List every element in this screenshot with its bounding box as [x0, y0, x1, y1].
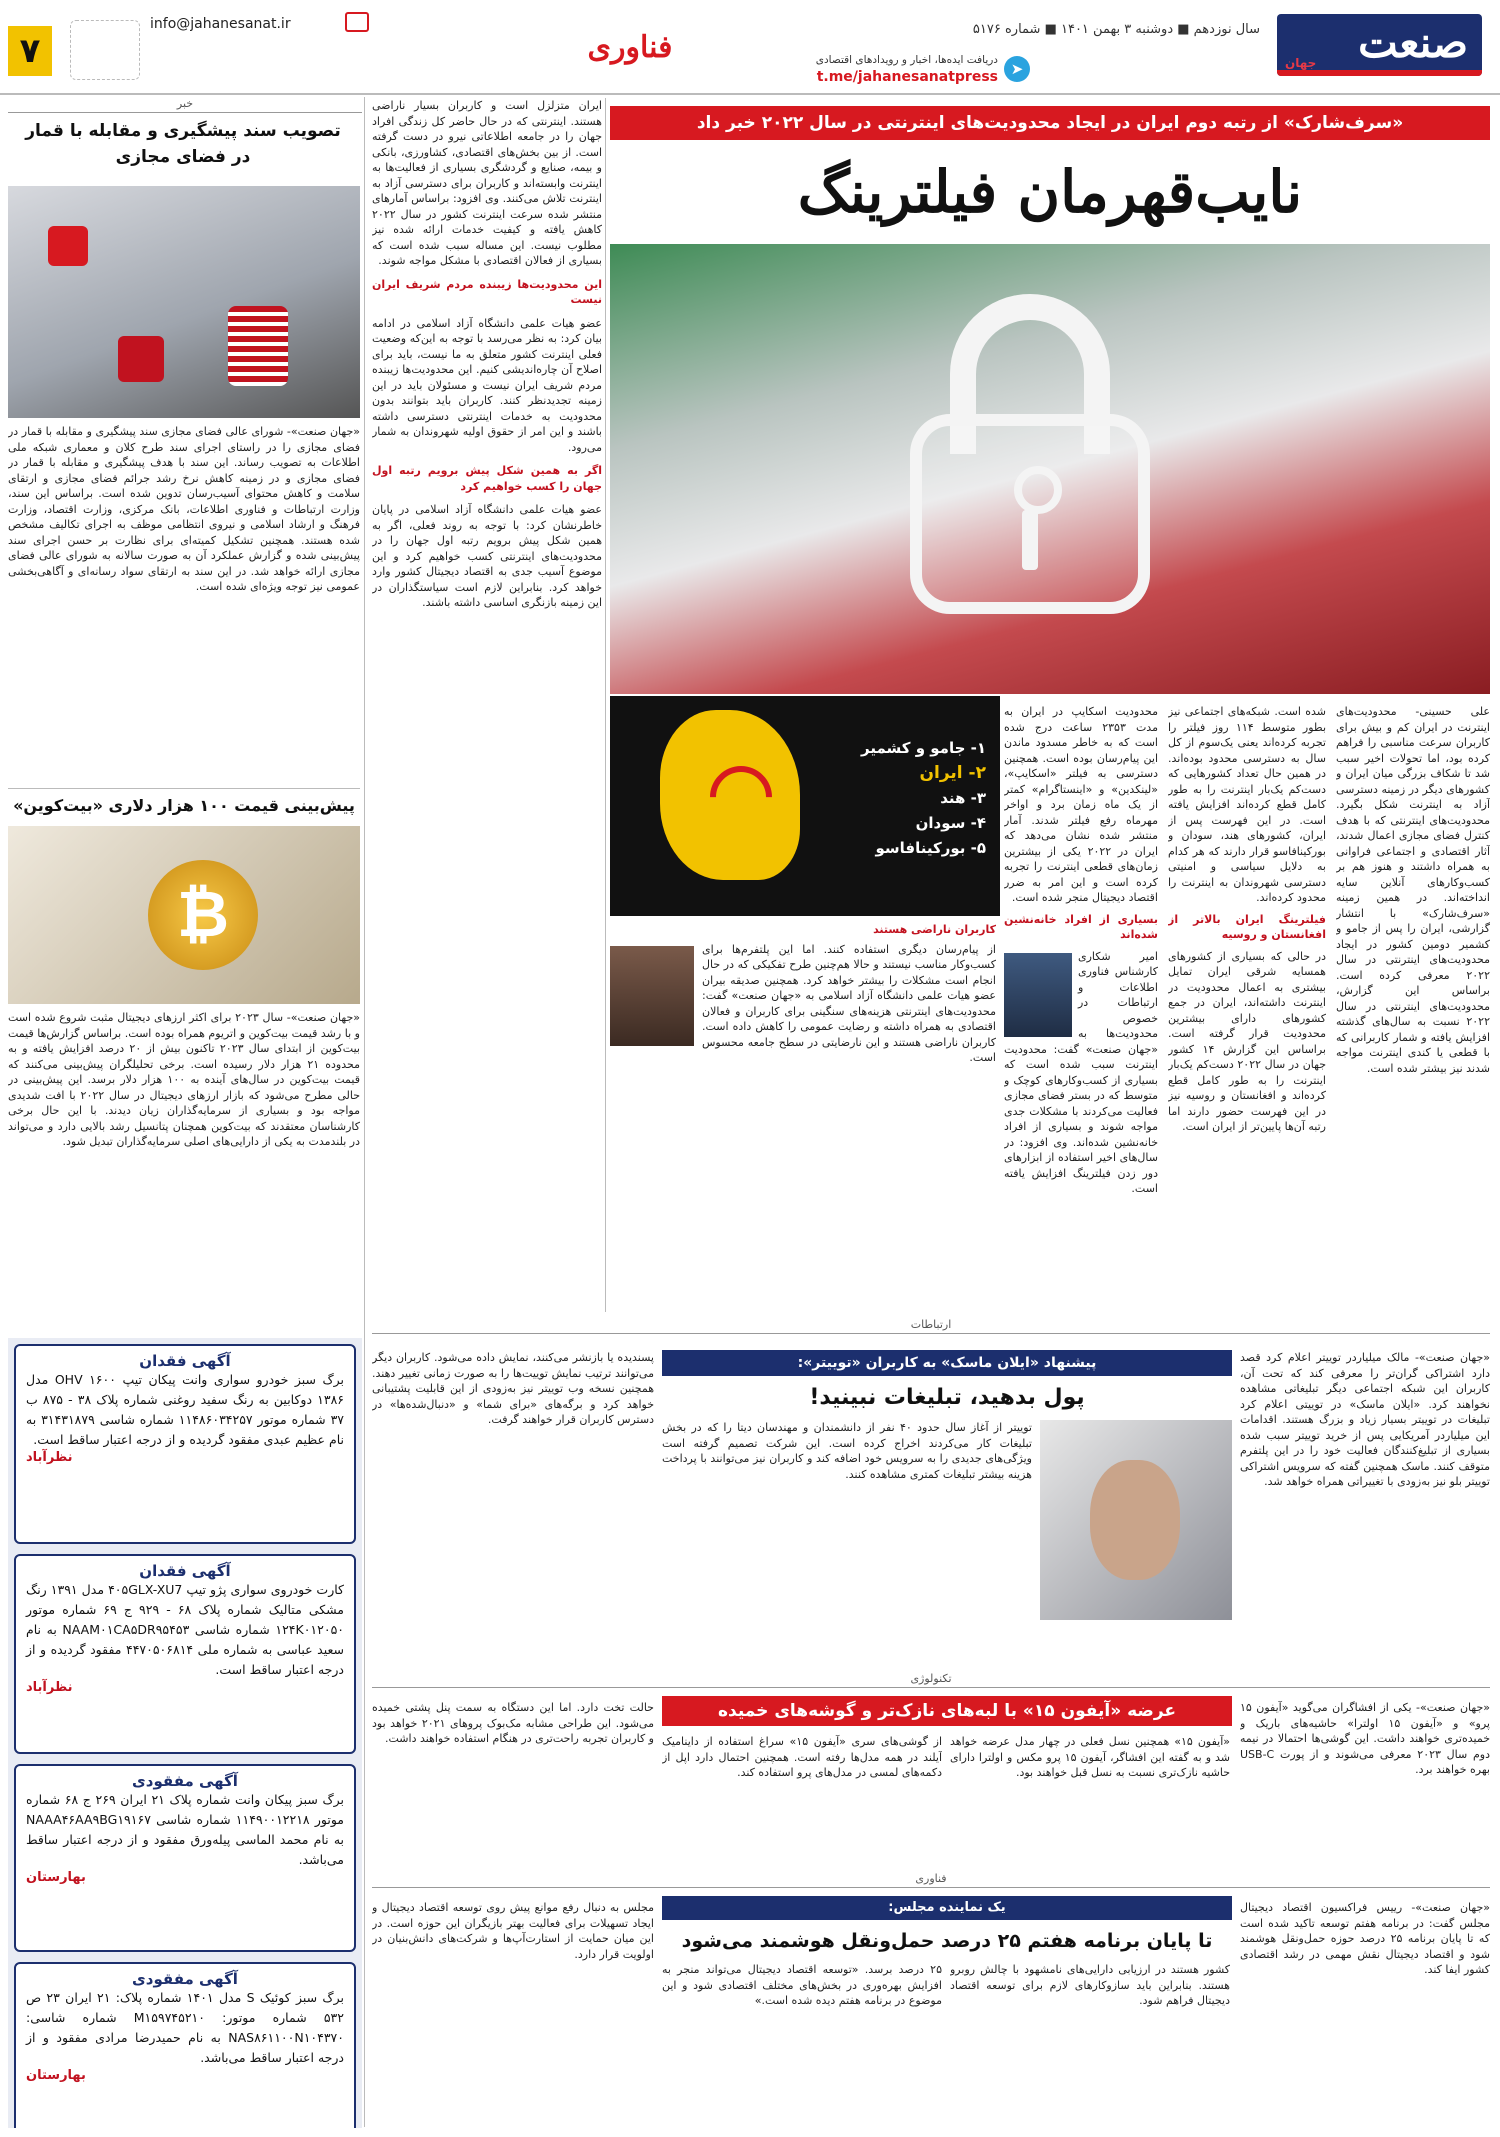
ad-title: آگهی فقدان: [139, 1562, 231, 1580]
rank-item: ۵- بورکینافاسو: [875, 839, 986, 857]
sidebar-story2-body: «جهان صنعت»- سال ۲۰۲۳ برای اکثر ارزهای دیجیتال مثبت شروع شده است و با رشد قیمت بیت‌کوین و اتریوم همراه بوده است. براساس گزارش‌ها قیمت بیت‌کوین از ابتدای سال ۲۰۲۳ تاکنون بیش از ۲۰ درصد افزایش یافته و به محدوده ۲۱ هزار دلار رسیده است. برخی تحلیلگران پیش‌بینی می‌کنند که قیمت بیت‌کوین در سال‌های آینده به ۱۰۰ هزار دلار برسد. این پیش‌بینی در حالی مطرح می‌شود که بازار ارزهای دیجیتال در سال ۲۰۲۲ با افت شدیدی مواجه بود و بسیاری از سرمایه‌گذاران زیان دیدند. با این حال برخی کارشناسان معتقدند که بیت‌کوین همچنان پتانسیل رشد بالایی دارد و می‌تواند در بلندمدت به یکی از دارایی‌های اصلی سرمایه‌گذاران تبدیل شود.: [8, 1011, 360, 1148]
lead-subhead-3: کاربران ناراضی هستند: [873, 923, 996, 936]
ad-city: نظرآباد: [26, 1450, 73, 1465]
rank-item: ۴- سودان: [915, 814, 986, 832]
lead-subhead-4: این محدودیت‌ها زیبنده مردم شریف ایران نیست: [372, 277, 602, 306]
section-title: فناوری: [587, 30, 673, 65]
page-number: ۷: [8, 26, 52, 76]
ads-column: [8, 1338, 362, 2128]
digital-col1: «جهان صنعت»- رییس فراکسیون اقتصاد دیجیتال مجلس گفت: در برنامه هفتم توسعه تاکید شده است که تا پایان برنامه ۲۵ درصد حوزه حمل‌ونقل هوشمند شود و اقتصاد دیجیتال نقش مهمی در رشد اقتصادی کشور ایفا کند.: [1240, 1901, 1490, 1976]
iphone-section-label: تکنولوژی: [372, 1672, 1490, 1688]
ad-box-1: [14, 1344, 356, 1544]
bitcoin-coin-icon: ₿: [148, 860, 258, 970]
lead-subhead-1: فیلترینگ ایران بالاتر از افغانستان و روسیه: [1168, 912, 1326, 941]
ad-title: آگهی مفقودی: [132, 1970, 238, 1988]
iphone-col4: حالت تخت دارد. اما این دستگاه به سمت پنل پشتی خمیده می‌شود. این طراحی مشابه مک‌بوک پروهای ۲۰۲۱ خواهد بود و کاربران تجربه راحت‌تری در هنگام استفاده خواهند داشت.: [372, 1701, 654, 1745]
telegram-icon: ➤: [1004, 56, 1030, 82]
ad-body: برگ سبز پیکان وانت شماره پلاک ۲۱ ایران ۲۶۹ ج ۶۸ شماره موتور ۱۱۴۹۰۰۱۲۲۱۸ شماره شاسی NAAA۴۶AA۹BG۱۹۱۶۷ به نام محمد الماسی پیله‌ورق مفقود و از درجه اعتبار ساقط می‌باشد.: [26, 1792, 345, 1867]
ad-title: آگهی فقدان: [139, 1352, 231, 1370]
rank-item: ۱- جامو و کشمیر: [860, 739, 986, 757]
masthead-rule: [0, 93, 1500, 95]
digital-kicker: یک نماینده مجلس:: [662, 1896, 1232, 1920]
lead-col4: [610, 922, 996, 1312]
lead-col3-text: محدودیت اسکایپ در ایران به مدت ۲۳۵۳ ساعت درج شده است که به خاطر مسدود ماندن این پیام‌رسان بوده است. همچنین دسترسی به فیلتر «اسکایپ»، «لینکدین» و «اینستاگرام» کمتر از یک ماه زمان برد و اواخر مهرماه رفع فیلتر شدند. آمار منتشر شده نشان می‌دهد که ایران در ۲۰۲۲ یکی از بیشترین زمان‌های قطعی اینترنت را تجربه کرده است و این امر به ضرر اقتصاد دیجیتال منجر شده است.: [1004, 705, 1158, 904]
portrait-academic-photo: [610, 946, 694, 1046]
logo-red-stripe: [1277, 70, 1482, 76]
sidebar-divider: [8, 788, 360, 789]
digital-section-label: فناوری: [372, 1872, 1490, 1888]
ad-box-3: [14, 1764, 356, 1952]
ranking-list: [826, 736, 986, 861]
lead-kicker: «سرف‌شارک» از رتبه دوم ایران در ایجاد محدودیت‌های اینترنتی در سال ۲۰۲۲ خبر داد: [610, 106, 1490, 140]
padlock-icon: [910, 414, 1150, 614]
ad-body: کارت خودروی سواری پژو تیپ ۴۰۵GLX-XU7 مدل ۱۳۹۱ رنگ مشکی متالیک شماره پلاک ۶۸ - ۹۲۹ ج ۶۹ شماره موتور ۱۲۴K۰۱۲۰۵۰ شماره شاسی NAAM۰۱CA۵DR۹۵۴۵۳ به نام سعید عباسی به شماره ملی ۴۴۷۰۵۰۶۸۱۴ مفقود گردیده و از درجه اعتبار ساقط است.: [26, 1582, 345, 1677]
email-icon: [345, 12, 369, 32]
musk-col2: توییتر از آغاز سال حدود ۴۰ نفر از دانشمندان و مهندسان دیتا را که در بخش تبلیغات کار می‌کردند اخراج کرده است. این شرکت تصمیم گرفته است ویژگی‌های جدیدی را به سرویس خود اضافه کند و کاربران نیز می‌توانند با پرداخت هزینه بیشتر تبلیغات کمتری مشاهده کنند.: [662, 1421, 1032, 1481]
iphone-title: عرضه «آیفون ۱۵» با لبه‌های نازک‌تر و گوشه‌های خمیده: [662, 1696, 1232, 1726]
lead-subhead-5: اگر به همین شکل پیش برویم رتبه اول جهان را کسب خواهیم کرد: [372, 464, 602, 493]
digital-col3: ۲۵ درصد برسد. «توسعه اقتصاد دیجیتال می‌تواند منجر به افزایش بهره‌وری در بخش‌های مختلف اقتصادی شود و این موضوع در برنامه هفتم دیده شده است.»: [662, 1963, 942, 2007]
masthead-logo: [1277, 14, 1482, 76]
masthead: [0, 0, 1500, 95]
iphone-col1: «جهان صنعت»- یکی از افشاگران می‌گوید «آیفون ۱۵ پرو» و «آیفون ۱۵ اولترا» حاشیه‌های باریک و خمیده‌تری خواهند داشت. این گوشی‌ها احتمالا در نیمه دوم سال ۲۰۲۳ معرفی می‌شوند و از پورت USB-C بهره خواهند برد.: [1240, 1701, 1490, 1776]
lead-col5b-text: عضو هیات علمی دانشگاه آزاد اسلامی در ادامه بیان کرد: به نظر می‌رسد با توجه به این‌که وضعیت فعلی اینترنت کشور متعلق به ما نیست، باید برای اصلاح آن چاره‌اندیشی کنیم. این محدودیت‌ها زیبنده مردم شریف ایران نیست و مسئولان باید در این زمینه تجدیدنظر کنند. کاربران باید بتوانند بدون محدودیت به خدمات اینترنتی دسترسی داشته باشند و این امر از حقوق اولیه شهروندان به شمار می‌رود.: [372, 316, 602, 454]
musk-title: پول بدهید، تبلیغات نبینید!: [809, 1385, 1085, 1410]
email-text[interactable]: info@jahanesanat.ir: [150, 16, 291, 32]
lead-col1: علی حسینی- محدودیت‌های اینترنت در ایران کم و بیش برای کاربران سرعت مناسبی را فراهم کرده بود، اما تحولات اخیر سبب شد تا شکاف بزرگی میان ایران و کشورهای دیگر در زمینه دسترسی آزاد به اینترنت شکل بگیرد. محدودیت‌های اینترنتی که با هدف کنترل فضای مجازی اعمال شدند، آثار اقتصادی و اجتماعی فراوانی به همراه داشتند و هنوز هم بر کسب‌وکارهای آنلاین سایه انداخته‌اند. در همین زمینه «سرف‌شارک» با انتشار گزارشی، ایران را پس از جامو و کشمیر دومین کشور در ایجاد محدودیت‌های اینترنتی در سال ۲۰۲۲ معرفی کرده است. براساس این گزارش، محدودیت‌های اینترنتی در سال ۲۰۲۲ نسبت به سال‌های گذشته افزایش یافته و شمار کاربرانی که با قطعی یا کندی اینترنت مواجه شدند نیز بیشتر شده است.: [1336, 705, 1490, 1075]
keyhole-icon: [1014, 466, 1062, 514]
lead-title: نایب‌قهرمان فیلترینگ: [797, 158, 1303, 226]
bitcoin-image: [8, 826, 360, 1004]
telegram-line: دریافت ایده‌ها، اخبار و رویدادهای اقتصادی: [815, 54, 998, 66]
iphone-col3: از گوشی‌های سری «آیفون ۱۵» سراغ استفاده از داینامیک آیلند در همه مدل‌ها رفته است. همچنین احتمال دارد اپل از دکمه‌های لمسی در مدل‌های پرو استفاده کند.: [662, 1735, 942, 1779]
circuit-icon: [70, 20, 140, 80]
musk-section-label: ارتباطات: [372, 1318, 1490, 1334]
lead-col5a-text: ایران متزلزل است و کاربران بسیار ناراضی هستند. اینترنتی که در حال حاضر کل زندگی افراد جهان را در جامعه اطلاعاتی نیرو در دست گرفته است. از بین بخش‌های اقتصادی، کشاورزی، بانکی و بیمه، صنایع و گردشگری بسیاری از فعالیت‌ها به اینترنت وابسته‌اند و کاربران برای دسترسی آزاد به اینترنت تلاش می‌کنند. وی افزود: براساس آمارهای منتشر شده سرعت اینترنت کشور در سال ۲۰۲۲ کاهش یافته و کیفیت خدمات ارائه شده نیز مطلوب نیست. این مساله سبب شده است که بسیاری از فعالان اقتصادی با مشکل مواجه شوند.: [372, 99, 602, 267]
dice-icon: [118, 336, 164, 382]
iphone-col2: «آیفون ۱۵» همچنین نسل فعلی در چهار مدل عرضه خواهد شد و به گفته این افشاگر، آیفون ۱۵ پرو مکس و اولترا دارای حاشیه نازک‌تری نسبت به نسل قبل خواهند بود.: [950, 1735, 1230, 1779]
ad-body: برگ سبز خودرو سواری وانت پیکان تیپ OHV ۱۶۰۰ مدل ۱۳۸۶ دوکابین به رنگ سفید روغنی شماره پلاک ۳۸ - ۸۷۵ ب ۳۷ شماره موتور ۱۱۴۸۶۰۳۴۲۵۷ شماره شاسی ۳۱۴۳۱۸۷۹ به نام عظیم عبدی مفقود گردیده و از درجه اعتبار ساقط است.: [26, 1372, 345, 1447]
lead-col5c-text: عضو هیات علمی دانشگاه آزاد اسلامی در پایان خاطرنشان کرد: با توجه به روند فعلی، اگر به همین شکل پیش برویم رتبه اول جهان را در محدودیت‌های اینترنتی کسب خواهیم کرد و این موضوع آسیب جدی به اقتصاد دیجیتال کشور وارد خواهد کرد. بنابراین لازم است سیاستگذاران در این زمینه بازنگری اساسی داشته باشند.: [372, 503, 602, 609]
musk-kicker: پیشنهاد «ایلان ماسک» به کاربران «توییتر»:: [662, 1350, 1232, 1376]
musk-col3: پسندیده یا بازنشر می‌کنند، نمایش داده می‌شود. کاربران دیگر می‌توانند ترتیب نمایش توییت‌ها را به صورت زمانی تغییر دهند. همچنین نسخه وب توییتر نیز به‌زودی از این قابلیت پشتیبانی خواهد کرد و برگه‌های «برای شما» و «دنبال‌شده‌ها» در دسترس کاربران قرار خواهند گرفت.: [372, 1351, 654, 1426]
musk-photo: [1040, 1420, 1232, 1620]
ad-title: آگهی مفقودی: [132, 1772, 238, 1790]
face-shape: [1090, 1460, 1180, 1580]
sidebar-story1-body: «جهان صنعت»- شورای عالی فضای مجازی سند پیشگیری و مقابله با قمار در فضای مجازی را در راستای اجرای سند طرح کلان و معماری شبکه ملی اطلاعات به تصویب رساند. این سند با هدف پیشگیری و مقابله با قمار در فضای مجازی و در زمینه کاهش نرخ رشد جرائم فضای مجازی و ارتقای سلامت و کاهش محتوای آسیب‌رسان تدوین شده است. براساس این سند، وزارت ارتباطات و فناوری اطلاعات، بانک مرکزی، وزارت اقتصاد، وزارت فرهنگ و ارشاد اسلامی و نیروی انتظامی موظف به اجرای تکالیف مشخص شده هستند. همچنین تشکیل کمیته‌ای برای نظارت بر حسن اجرای سند پیش‌بینی شده و گزارش عملکرد آن به صورت سالانه به شورای عالی فضای مجازی ارائه خواهد شد. در این سند به ارتقای سواد رسانه‌ای و آگاهی‌بخشی عمومی نیز توجه ویژه‌ای شده است.: [8, 425, 360, 593]
ad-body: برگ سبز کوئیک S مدل ۱۴۰۱ شماره پلاک: ۲۱ ایران ۲۳ ص ۵۳۲ شماره موتور: M۱۵۹۷۴۵۲۱۰ شماره شاسی: NAS۸۶۱۱۰۰N۱۰۴۳۷۰ به نام حمیدرضا مرادی مفقود و از درجه اعتبار ساقط می‌باشد.: [26, 1990, 344, 2065]
musk-col1: «جهان صنعت»- مالک میلیاردر توییتر اعلام کرد قصد دارد اشتراکی گران‌تر را معرفی کند که تحت آن، کاربران این شبکه اجتماعی دیگر تبلیغاتی مشاهده نخواهند کرد. «ایلان ماسک» در توییتی اعلام کرد تبلیغات در توییتر بسیار زیاد و بزرگ هستند. اقدامات این میلیاردر آمریکایی پس از خرید توییتر سبب شده بسیاری از تبلیغ‌کنندگان فعالیت خود را در این پلتفرم متوقف کنند. ماسک همچنین گفته که سرویس اشتراکی توییتر بلو نیز به‌زودی با تغییراتی همراه خواهد شد.: [1240, 1351, 1490, 1488]
lead-col3b-text: امیر شکاری کارشناس فناوری اطلاعات و ارتباطات در خصوص محدودیت‌ها به «جهان صنعت» گفت: محدودیت اینترنت سبب شده است که بسیاری از کسب‌وکارهای کوچک و متوسط که در بستر فضای مجازی فعالیت می‌کردند با مشکلات جدی مواجه شوند و بسیاری از افراد خانه‌نشین شده‌اند. وی افزود: در سال‌های اخیر استفاده از ابزارهای دور زدن فیلترینگ افزایش یافته است.: [1004, 949, 1158, 1195]
sidebar-story1-title: تصویب سند پیشگیری و مقابله با قمار در فضای مجازی: [25, 121, 341, 167]
ranking-infographic: [610, 696, 1000, 916]
lead-col2b-text: در حالی که بسیاری از کشورهای همسایه شرقی ایران تمایل بیشتری به اعمال محدودیت در اینترنت داشته‌اند، ایران در جمع کشورهای دارای بیشترین محدودیت قرار گرفته است. براساس این گزارش ۱۴ کشور جهان در سال ۲۰۲۲ دست‌کم یک‌بار اینترنت را به طور کامل قطع کرده‌اند و افغانستان و روسیه نیز در این فهرست حضور دارند اما رتبه آن‌ها پایین‌تر از ایران است.: [1168, 949, 1326, 1133]
lead-image: [610, 244, 1490, 694]
lead-col2: [1168, 704, 1326, 1312]
telegram-block[interactable]: [770, 52, 1030, 88]
lead-subhead-2: بسیاری از افراد خانه‌نشین شده‌اند: [1004, 912, 1158, 941]
digital-col4: مجلس به دنبال رفع موانع پیش روی توسعه اقتصاد دیجیتال و ایجاد تسهیلات برای فعالیت بهتر بازیگران این حوزه است. در این میان حمایت از استارت‌آپ‌ها و شرکت‌های دانش‌بنیان در اولویت قرار دارد.: [372, 1901, 654, 1961]
ad-city: بهارستان: [26, 2068, 86, 2083]
lead-col2-text: شده است. شبکه‌های اجتماعی نیز بطور متوسط ۱۱۴ روز فیلتر را تجربه کرده‌اند یعنی یک‌سوم از کل سال به دسترسی محدود بوده‌اند. در همین حال تعداد کشورهایی که دست‌کم یک‌بار اینترنت را به طور کامل قطع کرده‌اند افزایش یافته است. در این فهرست پس از ایران، کشورهای هند، سودان و بورکینافاسو قرار دارند که هر کدام به دلایل سیاسی و امنیتی دسترسی شهروندان به اینترنت را محدود کرده‌اند.: [1168, 705, 1326, 904]
telegram-handle[interactable]: t.me/jahanesanatpress: [816, 69, 998, 85]
rank-item-highlight: ۲- ایران: [919, 763, 986, 783]
logo-text: صنعت: [1358, 18, 1468, 67]
ad-box-4: [14, 1962, 356, 2128]
lead-col5-rule: [605, 98, 606, 1312]
lead-col3: [1004, 704, 1158, 1312]
portrait-expert-photo: [1004, 953, 1072, 1037]
keyhole-slot: [1022, 510, 1038, 570]
digital-col2: کشور هستند در ارزیابی دارایی‌های نامشهود با چالش روبرو هستند. بنابراین باید سازوکارهای لازم برای توسعه اقتصاد دیجیتال فراهم شود.: [950, 1963, 1230, 2007]
sidebar-column-rule: [364, 97, 365, 2127]
rank-item: ۳- هند: [940, 789, 986, 807]
chip-stack-icon: [228, 306, 288, 386]
ad-box-2: [14, 1554, 356, 1754]
ad-city: بهارستان: [26, 1870, 86, 1885]
sidebar-story2-title: پیش‌بینی قیمت ۱۰۰ هزار دلاری «بیت‌کوین»: [13, 796, 355, 815]
issue-info: سال نوزدهم ■ دوشنبه ۳ بهمن ۱۴۰۱ ■ شماره ۵۱۷۶: [972, 22, 1260, 37]
ad-city: نظرآباد: [26, 1680, 73, 1695]
lead-col4-text: از پیام‌رسان دیگری استفاده کنند. اما این پلتفرم‌ها برای کسب‌وکار مناسب نیستند و حالا هم‌چنین طرح تفکیکی که در حال انجام است مشکلات را بیشتر خواهد کرد. همچنین صدیقه بیران عضو هیات علمی دانشگاه آزاد اسلامی به «جهان صنعت» گفت: محدودیت‌های اینترنتی هزینه‌های سنگینی برای کاربران و فعالان اقتصادی به همراه داشته و رضایت عمومی را کاهش داده است. کاربران ناراضی هستند و این نارضایتی در سطح جامعه محسوس است.: [702, 942, 996, 1064]
lead-col5: [372, 98, 602, 1312]
casino-laptop-image: [8, 186, 360, 418]
dice-icon: [48, 226, 88, 266]
digital-title: تا پایان برنامه هفتم ۲۵ درصد حمل‌ونقل هوشمند می‌شود: [681, 1930, 1213, 1952]
logo-sub: جهان: [1285, 56, 1317, 70]
sidebar-section-label: خبر: [8, 97, 362, 113]
